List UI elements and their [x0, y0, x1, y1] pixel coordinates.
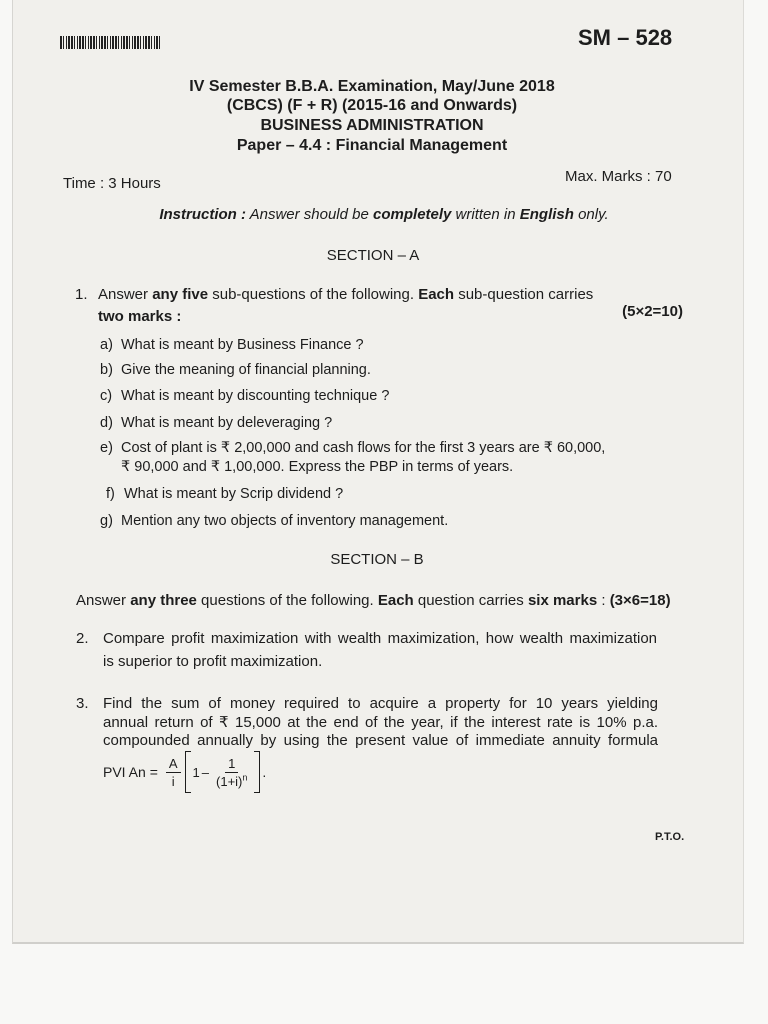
exam-scheme: (CBCS) (F + R) (2015-16 and Onwards): [226, 97, 518, 114]
instruction-label: Instruction :: [159, 206, 246, 223]
subquestion-label: d): [100, 415, 113, 431]
question-3-text: Find the sum of money required to acquire a property for 10 years yielding: [103, 695, 658, 712]
subquestion-label: g): [100, 513, 113, 529]
question-emphasis: Each: [418, 286, 455, 303]
question-text: sub-questions of the following.: [208, 286, 419, 303]
instruction-emphasis: Each: [377, 592, 414, 609]
formula-right-bracket: [254, 751, 260, 793]
question-3-text-continued: compounded annually by using the present value of immediate annuity formula: [103, 732, 658, 749]
question-text: sub-question carries: [454, 286, 594, 303]
formula-inner-denominator: [213, 773, 250, 789]
formula-end: .: [262, 764, 267, 780]
formula-bracket-content: [191, 756, 255, 789]
instruction-text: written in: [451, 206, 520, 223]
instruction: [0, 206, 768, 224]
subquestion-text: Cost of plant is ₹ 2,00,000 and cash flows for the first 3 years are ₹ 60,000,: [121, 440, 606, 456]
subquestion-text: What is meant by deleveraging ?: [121, 415, 333, 431]
annuity-formula: [103, 750, 266, 794]
formula-base: (1+i): [216, 773, 243, 789]
subquestion-label: f): [106, 486, 115, 502]
section-a-heading: SECTION – A: [326, 247, 420, 264]
paper-code: SM – 528: [578, 25, 673, 50]
instruction-text: questions of the following.: [196, 592, 378, 609]
question-3-text-continued: annual return of ₹ 15,000 at the end of the year, if the interest rate is 10% p.a.: [103, 714, 658, 731]
formula-exponent: n: [242, 772, 248, 783]
formula-numerator: A: [166, 756, 181, 773]
formula-denominator: i: [171, 773, 175, 789]
subquestion-text: What is meant by Business Finance ?: [121, 337, 364, 353]
question-number: 2.: [76, 630, 89, 647]
subquestion-text-continued: ₹ 90,000 and ₹ 1,00,000. Express the PBP in terms of years.: [121, 459, 514, 475]
exam-title: IV Semester B.B.A. Examination, May/June 2018: [189, 78, 555, 95]
formula-fraction: [166, 756, 181, 789]
instruction-emphasis: six marks: [527, 592, 598, 609]
formula-lhs: PVI An =: [103, 764, 158, 780]
formula-one: 1: [192, 764, 200, 780]
question-number: 3.: [76, 695, 89, 712]
max-marks: Max. Marks : 70: [565, 168, 672, 185]
instruction-emphasis: any three: [130, 592, 197, 609]
paper-title: Paper – 4.4 : Financial Management: [236, 137, 508, 154]
question-emphasis: any five: [152, 286, 209, 303]
please-turn-over: P.T.O.: [655, 831, 685, 843]
subquestion-label: c): [100, 388, 113, 404]
section-b-instruction: [76, 592, 671, 610]
formula-inner-fraction: [213, 756, 250, 789]
subquestion-text: Give the meaning of financial planning.: [121, 362, 371, 378]
instruction-text: only.: [573, 206, 609, 223]
instruction-text: Answer should be: [245, 206, 374, 223]
subquestion-text: Mention any two objects of inventory management.: [121, 513, 449, 529]
formula-inner-numerator: 1: [225, 756, 238, 773]
question-1-marks: (5×2=10): [622, 303, 683, 320]
subquestion-text: What is meant by discounting technique ?: [121, 388, 390, 404]
question-number: 1.: [75, 286, 88, 303]
formula-minus: –: [201, 764, 210, 780]
question-1-line2: two marks :: [98, 308, 182, 325]
instruction-emphasis: completely: [373, 206, 452, 223]
question-1-text: [98, 286, 593, 304]
subquestion-text: What is meant by Scrip dividend ?: [124, 486, 344, 502]
subject-title: BUSINESS ADMINISTRATION: [260, 117, 484, 134]
barcode: [60, 36, 160, 49]
subquestion-label: e): [100, 440, 113, 456]
instruction-text: :: [597, 592, 610, 609]
question-text: Answer: [98, 286, 153, 303]
instruction-text: question carries: [413, 592, 528, 609]
subquestion-label: b): [100, 362, 113, 378]
instruction-text: Answer: [76, 592, 131, 609]
question-2-text: Compare profit maximization with wealth maximization, how wealth maximization: [103, 630, 657, 647]
instruction-emphasis: English: [519, 206, 574, 223]
subquestion-label: a): [100, 337, 113, 353]
section-b-marks: (3×6=18): [609, 592, 671, 609]
time-duration: Time : 3 Hours: [63, 175, 161, 192]
section-b-heading: SECTION – B: [330, 551, 424, 568]
question-2-text-continued: is superior to profit maximization.: [103, 653, 323, 670]
